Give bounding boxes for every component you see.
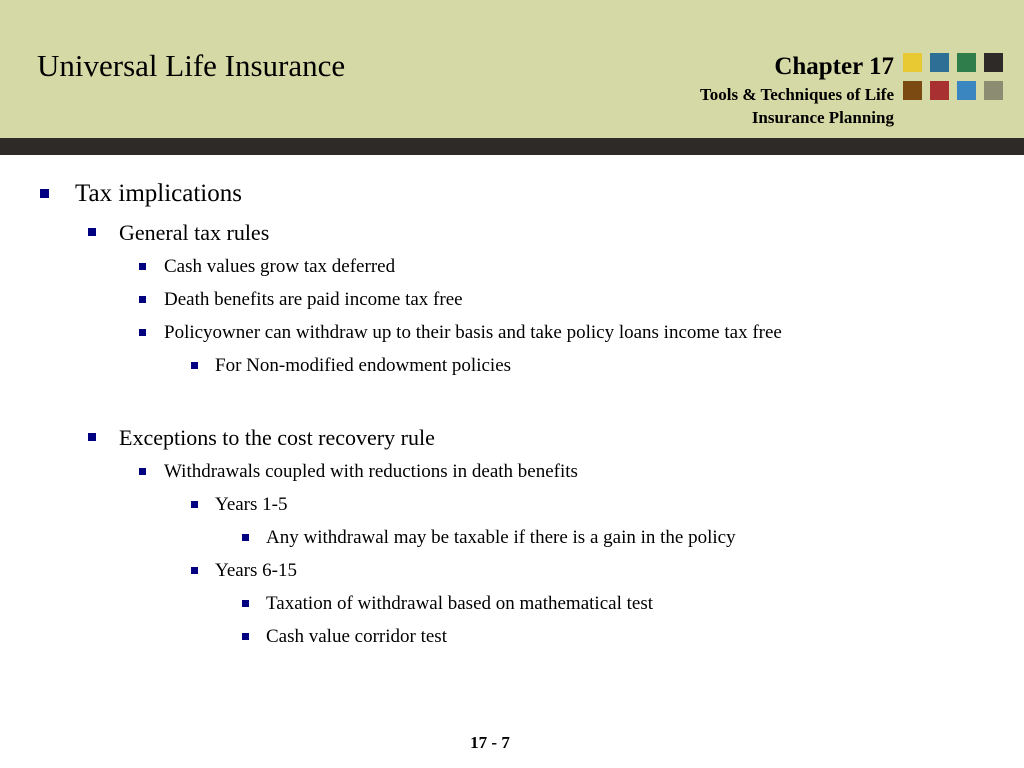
square-bullet-icon xyxy=(191,567,198,574)
square-bullet-icon xyxy=(88,433,96,441)
square-bullet-icon xyxy=(88,228,96,236)
square-5 xyxy=(903,81,922,100)
decorative-squares xyxy=(903,53,1003,101)
chapter-title: Chapter 17 xyxy=(774,53,894,80)
chapter-subtitle-line-2: Insurance Planning xyxy=(751,108,894,127)
bullet-text: Tax implications xyxy=(75,180,242,207)
bullet-text: General tax rules xyxy=(119,220,270,245)
square-bullet-icon xyxy=(139,329,146,336)
bullet-text: Cash value corridor test xyxy=(266,626,447,647)
square-bullet-icon xyxy=(139,468,146,475)
page-number: 17 - 7 xyxy=(470,733,510,752)
square-7 xyxy=(957,81,976,100)
square-bullet-icon xyxy=(191,501,198,508)
bullet-text: Years 6-15 xyxy=(215,560,297,581)
bullet-text: Exceptions to the cost recovery rule xyxy=(119,425,435,450)
bullet-text: Years 1-5 xyxy=(215,494,288,515)
square-bullet-icon xyxy=(191,362,198,369)
square-8 xyxy=(984,81,1003,100)
slide-title: Universal Life Insurance xyxy=(37,48,346,83)
chapter-subtitle-line-1: Tools & Techniques of Life xyxy=(700,85,894,104)
chapter-block xyxy=(700,52,894,129)
chapter-subtitle xyxy=(700,83,894,129)
square-3 xyxy=(957,53,976,72)
square-bullet-icon xyxy=(139,263,146,270)
square-bullet-icon xyxy=(242,534,249,541)
bullet-text: Cash values grow tax deferred xyxy=(164,256,396,277)
bullet-text: Taxation of withdrawal based on mathematical test xyxy=(266,593,653,614)
bullet-text: Withdrawals coupled with reductions in death benefits xyxy=(164,461,578,482)
square-4 xyxy=(984,53,1003,72)
bullet-text: Any withdrawal may be taxable if there is a gain in the policy xyxy=(266,527,736,548)
header-band xyxy=(0,0,1024,138)
header-divider-bar xyxy=(0,138,1024,155)
square-bullet-icon xyxy=(242,633,249,640)
square-bullet-icon xyxy=(40,189,49,198)
square-6 xyxy=(930,81,949,100)
square-1 xyxy=(903,53,922,72)
bullet-text: For Non-modified endowment policies xyxy=(215,355,512,376)
bullet-text: Policyowner can withdraw up to their basis and take policy loans income tax free xyxy=(164,322,782,343)
bullet-text: Death benefits are paid income tax free xyxy=(164,289,463,310)
square-bullet-icon xyxy=(242,600,249,607)
square-bullet-icon xyxy=(139,296,146,303)
square-2 xyxy=(930,53,949,72)
